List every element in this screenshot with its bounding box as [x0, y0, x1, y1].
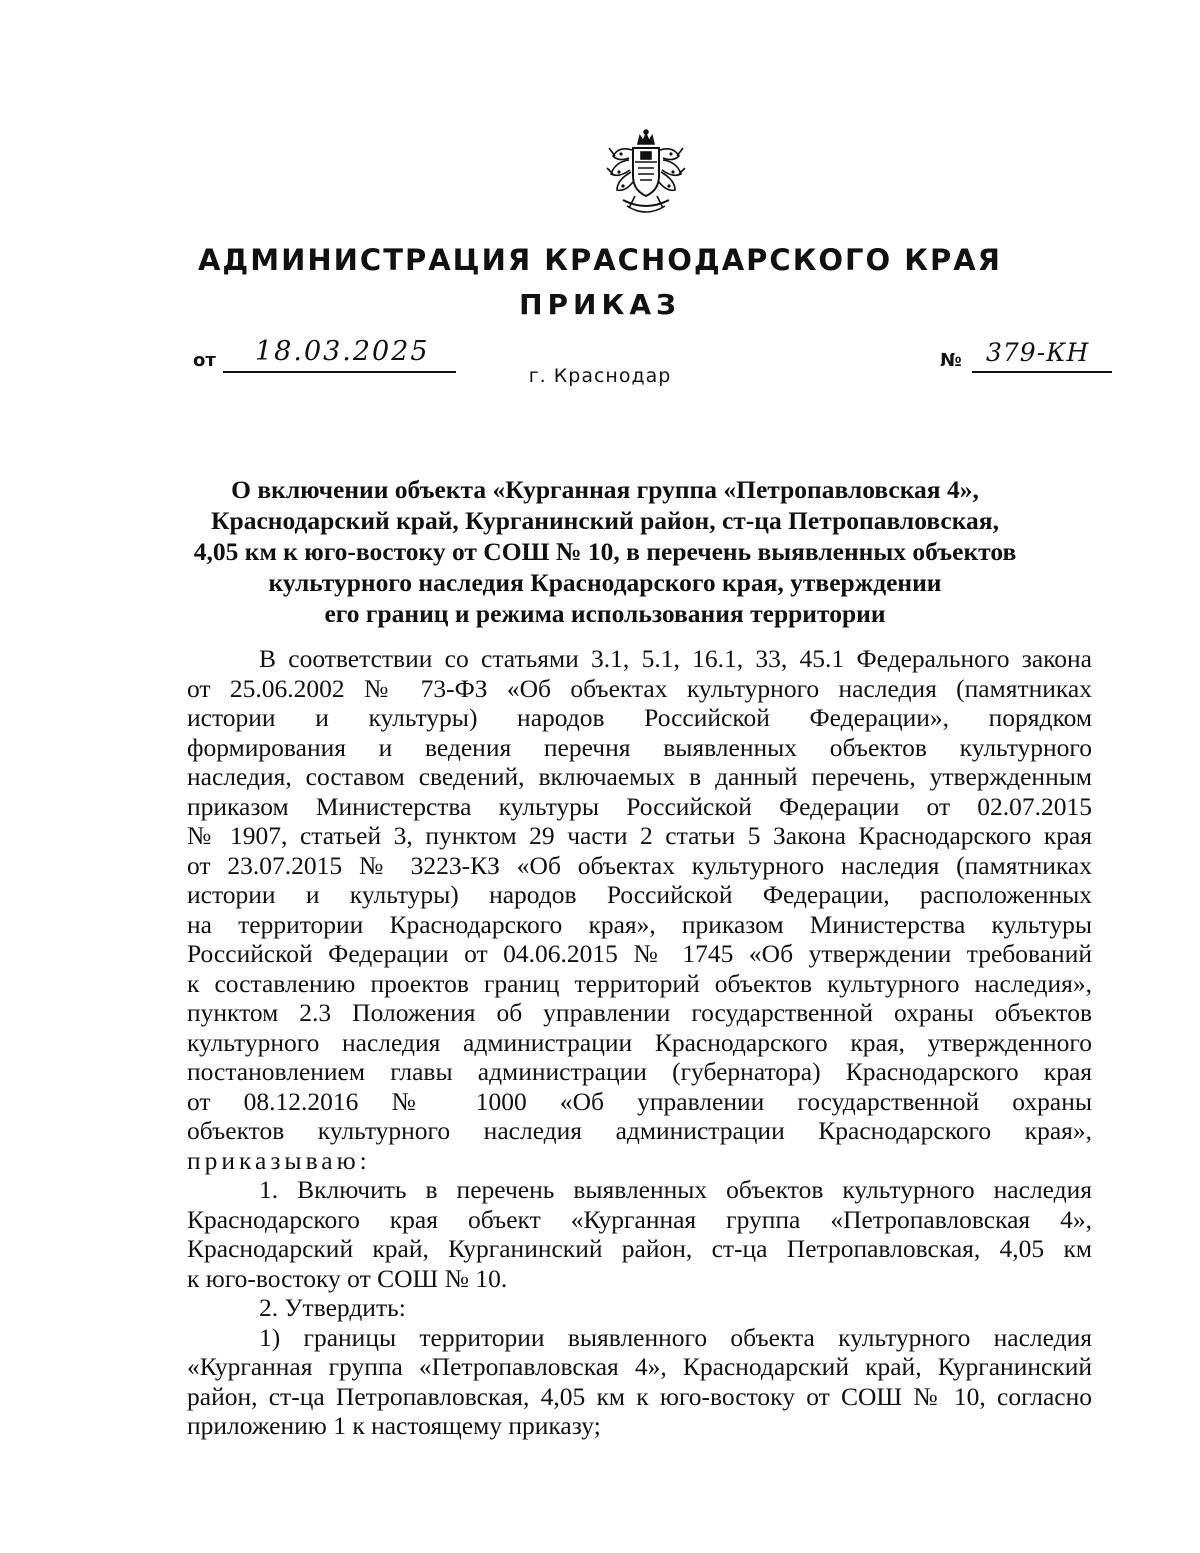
body-line: культурного наследия администрации Краснодарского края, утвержденного — [187, 1027, 1092, 1057]
body-line-decree-word: приказываю: — [187, 1145, 371, 1175]
date-handwritten: 18.03.2025 — [255, 336, 430, 367]
body-line: от 23.07.2015 № 3223-КЗ «Об объектах культурного наследия (памятниках — [187, 850, 1092, 880]
body-line: постановлением главы администрации (губернатора) Краснодарского края — [187, 1057, 1092, 1086]
coat-of-arms-emblem — [605, 128, 687, 220]
body-line: 1. Включить в перечень выявленных объектов культурного наследия — [259, 1175, 1092, 1204]
number-prefix: № — [940, 350, 962, 371]
body-line: Краснодарский край, Курганинский район, ст-ца Петропавловская, 4,05 км — [187, 1234, 1092, 1263]
body-line: Краснодарского края объект «Курганная группа «Петропавловская 4», — [187, 1204, 1092, 1234]
body-line: пунктом 2.3 Положения об управлении государственной охраны объектов — [187, 998, 1092, 1027]
body-line: наследия, составом сведений, включаемых в данный перечень, утвержденным — [187, 762, 1092, 791]
body-line: истории и культуры) народов Российской Федерации, расположенных — [187, 880, 1092, 909]
title-line: его границ и режима использования территории — [324, 599, 886, 628]
body-line: приложению 1 к настоящему приказу; — [187, 1411, 601, 1440]
document-title — [190, 474, 1020, 629]
body-line: Российской Федерации от 04.06.2015 № 1745 «Об утверждении требований — [187, 939, 1092, 968]
body-line: от 25.06.2002 № 73-ФЗ «Об объектах культурного наследия (памятниках — [187, 673, 1092, 703]
body-line: объектов культурного наследия администрации Краснодарского края», — [187, 1116, 1092, 1145]
body-line: истории и культуры) народов Российской Федерации», порядком — [187, 703, 1092, 732]
body-line: 2. Утвердить: — [259, 1293, 406, 1322]
body-line: «Курганная группа «Петропавловская 4», Краснодарский край, Курганинский — [187, 1352, 1092, 1381]
body-line: к составлению проектов границ территорий объектов культурного наследия», — [187, 968, 1092, 998]
title-line: О включении объекта «Курганная группа «Петропавловская 4», — [231, 475, 979, 504]
body-line: от 08.12.2016 № 1000 «Об управлении государственной охраны — [187, 1086, 1092, 1116]
document-body — [187, 644, 1092, 1441]
body-line: В соответствии со статьями 3.1, 5.1, 16.1, 33, 45.1 Федерального закона — [259, 644, 1092, 673]
title-line: 4,05 км к юго-востоку от СОШ № 10, в перечень выявленных объектов — [193, 537, 1017, 566]
body-line: район, ст-ца Петропавловская, 4,05 км к юго-востоку от СОШ № 10, согласно — [187, 1381, 1092, 1411]
document-type: ПРИКАЗ — [519, 288, 681, 321]
organization-name: АДМИНИСТРАЦИЯ КРАСНОДАРСКОГО КРАЯ — [197, 243, 1003, 277]
body-line: приказом Министерства культуры Российской Федерации от 02.07.2015 — [187, 791, 1092, 821]
body-line: 1) границы территории выявленного объекта культурного наследия — [259, 1322, 1092, 1352]
body-line: № 1907, статьей 3, пунктом 29 части 2 статьи 5 Закона Краснодарского края — [187, 821, 1092, 850]
body-line: на территории Краснодарского края», приказом Министерства культуры — [187, 909, 1092, 939]
date-prefix: от — [193, 350, 216, 371]
title-line: культурного наследия Краснодарского края, утверждении — [268, 568, 942, 597]
number-handwritten: 379-КН — [986, 338, 1090, 367]
body-line: формирования и ведения перечня выявленных объектов культурного — [187, 732, 1092, 762]
city-name: г. Краснодар — [528, 365, 672, 387]
title-line: Краснодарский край, Курганинский район, ст-ца Петропавловская, — [211, 506, 999, 535]
body-line: к юго-востоку от СОШ № 10. — [187, 1263, 508, 1293]
